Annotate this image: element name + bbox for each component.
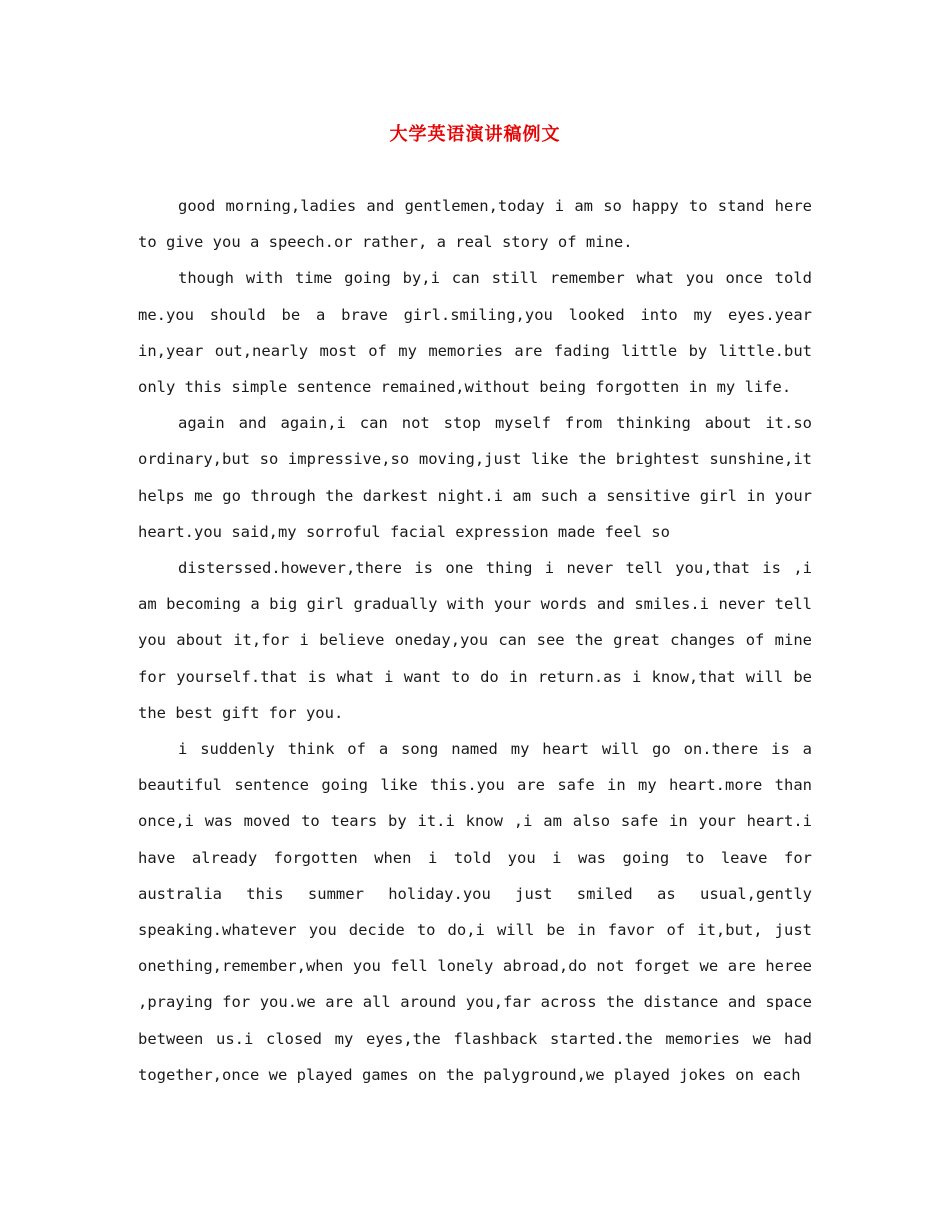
paragraph-4: disterssed.however,there is one thing i never tell you,that is ,i am becoming a big girl gradually with your words and smiles.i never tell you about it,for i believe oneday,you can see the great changes of mine for yourself.that is what i want to do in return.as i know,that will be the best gift for you. [138,559,812,722]
paragraph-1: good morning,ladies and gentlemen,today i am so happy to stand here to give you a speech.or rather, a real story of mine. [138,197,812,252]
paragraph-5: i suddenly think of a song named my heart will go on.there is a beautiful sentence going like this.you are safe in my heart.more than once,i was moved to tears by it.i know ,i am also safe in your heart.i have already forgotten when i told you i was going to leave for australia this summer holiday.you just smiled as usual,gently speaking.whatever you decide to do,i will be in favor of it,but, just onething,remember,when you fell lonely abroad,do not forget we are heree ,praying for you.we are all around you,far across the distance and space between us.i closed my eyes,the flashback started.the memories we had together,once we played games on the palyground,we played jokes on each [138,740,812,1084]
paragraph-3: again and again,i can not stop myself from thinking about it.so ordinary,but so impressive,so moving,just like the brightest sunshine,it helps me go through the darkest night.i am such a sensitive girl in your heart.you said,my sorroful facial expression made feel so [138,414,812,541]
paragraph-2: though with time going by,i can still remember what you once told me.you should be a brave girl.smiling,you looked into my eyes.year in,year out,nearly most of my memories are fading little by little.but only this simple sentence remained,without being forgotten in my life. [138,269,812,397]
document-body [138,188,812,1093]
document-title: 大学英语演讲稿例文 [389,124,561,145]
